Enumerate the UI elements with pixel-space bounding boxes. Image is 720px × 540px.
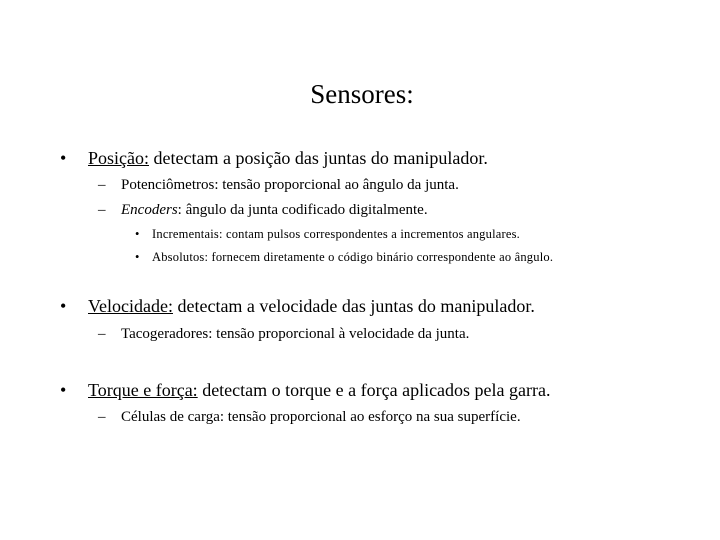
subitem-text: Tacogeradores: tensão proporcional à velocidade da junta. — [121, 326, 470, 342]
item-term: Torque e força: — [88, 380, 198, 400]
subitem-celulas-carga — [121, 407, 521, 427]
bullet: • — [60, 296, 67, 316]
subitem-text: : ângulo da junta codificado digitalmente. — [177, 202, 428, 218]
subsubitem-incrementais — [152, 226, 520, 242]
dash: – — [98, 326, 106, 342]
dash: – — [98, 177, 106, 193]
item-text: detectam o torque e a força aplicados pela garra. — [197, 380, 551, 400]
item-torque-forca — [88, 379, 551, 401]
dash: – — [98, 409, 106, 425]
subitem-text: Células de carga: tensão proporcional ao esforço na sua superfície. — [121, 409, 521, 425]
subitem-potenciometros — [121, 175, 459, 195]
item-text: detectam a posição das juntas do manipulador. — [149, 148, 488, 168]
subitem-tacogeradores — [121, 324, 469, 344]
subitem-term: Encoders — [121, 202, 178, 218]
slide-title: Sensores: — [310, 79, 414, 109]
item-term: Posição: — [88, 148, 149, 168]
item-velocidade — [88, 295, 535, 317]
bullet: • — [60, 380, 67, 400]
subsubitem-absolutos — [152, 249, 553, 265]
bullet: • — [60, 148, 67, 168]
dash: – — [98, 202, 106, 218]
subitem-encoders — [121, 200, 428, 220]
subsubitem-text: Incrementais: contam pulsos correspondentes a incrementos angulares. — [152, 227, 520, 241]
item-term: Velocidade: — [88, 296, 173, 316]
item-posicao — [88, 147, 488, 169]
item-text: detectam a velocidade das juntas do manipulador. — [172, 296, 535, 316]
bullet: • — [135, 250, 140, 264]
subsubitem-text: Absolutos: fornecem diretamente o código binário correspondente ao ângulo. — [152, 250, 554, 264]
subitem-text: Potenciômetros: tensão proporcional ao ângulo da junta. — [121, 177, 459, 193]
bullet: • — [135, 227, 140, 241]
